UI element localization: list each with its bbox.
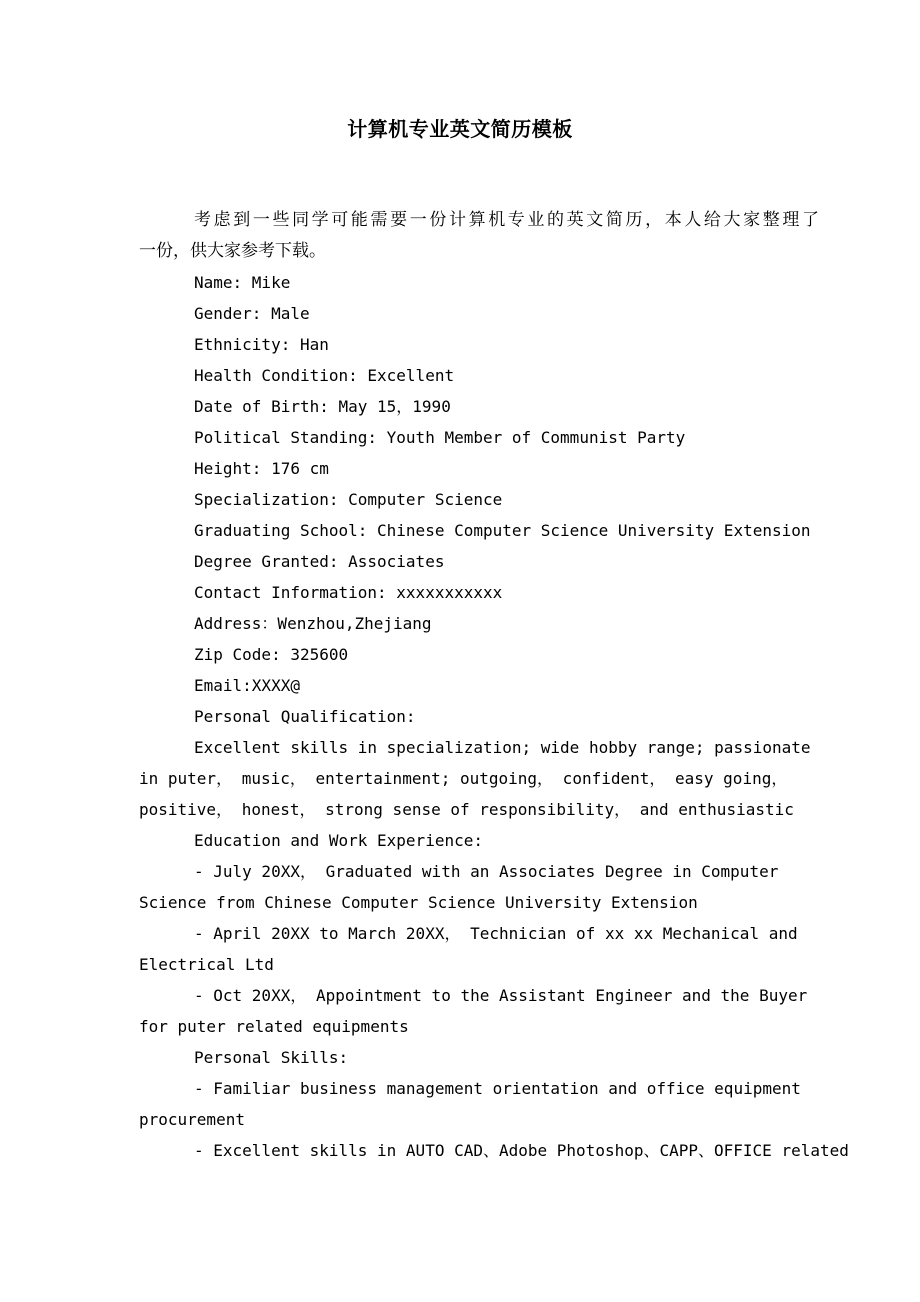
intro-line-2: 一份，供大家参考下载。 bbox=[139, 241, 326, 261]
experience-heading: Education and Work Experience: bbox=[194, 831, 483, 850]
document-body bbox=[139, 205, 849, 1166]
skills-item-1-line-1: - Familiar business management orientation and office equipment bbox=[194, 1079, 801, 1098]
field-contact: Contact Information: xxxxxxxxxxx bbox=[194, 583, 503, 602]
qualification-line-2: in puter， music， entertainment; outgoing， confident， easy going， bbox=[139, 769, 788, 788]
field-height: Height: 176 cm bbox=[194, 459, 329, 478]
field-email: Email:XXXX@ bbox=[194, 676, 300, 695]
field-zip: Zip Code: 325600 bbox=[194, 645, 349, 664]
skills-item-1-line-2: procurement bbox=[139, 1110, 245, 1129]
experience-item-1-line-1: - July 20XX， Graduated with an Associates Degree in Computer bbox=[194, 862, 779, 881]
field-dob: Date of Birth: May 15，1990 bbox=[194, 397, 451, 416]
field-address: Address：Wenzhou,Zhejiang bbox=[194, 614, 432, 633]
field-health: Health Condition: Excellent bbox=[194, 366, 455, 385]
experience-item-3-line-1: - Oct 20XX， Appointment to the Assistant Engineer and the Buyer bbox=[194, 986, 808, 1005]
field-ethnicity: Ethnicity: Han bbox=[194, 335, 329, 354]
experience-item-2-line-1: - April 20XX to March 20XX， Technician of xx xx Mechanical and bbox=[194, 924, 798, 943]
intro-line-1: 考虑到一些同学可能需要一份计算机专业的英文简历，本人给大家整理了 bbox=[194, 210, 819, 230]
field-specialization: Specialization: Computer Science bbox=[194, 490, 503, 509]
field-name: Name: Mike bbox=[194, 273, 291, 292]
field-political: Political Standing: Youth Member of Communist Party bbox=[194, 428, 686, 447]
qualification-line-1: Excellent skills in specialization; wide hobby range; passionate bbox=[194, 738, 811, 757]
experience-item-2-line-2: Electrical Ltd bbox=[139, 955, 274, 974]
field-gender: Gender: Male bbox=[194, 304, 310, 323]
skills-heading: Personal Skills: bbox=[194, 1048, 349, 1067]
qualification-line-3: positive， honest， strong sense of responsibility， and enthusiastic bbox=[139, 800, 794, 819]
field-degree: Degree Granted: Associates bbox=[194, 552, 445, 571]
qualification-heading: Personal Qualification: bbox=[194, 707, 416, 726]
experience-item-1-line-2: Science from Chinese Computer Science University Extension bbox=[139, 893, 698, 912]
document-title: 计算机专业英文简历模板 bbox=[347, 117, 573, 141]
experience-item-3-line-2: for puter related equipments bbox=[139, 1017, 409, 1036]
field-school: Graduating School: Chinese Computer Science University Extension bbox=[194, 521, 811, 540]
skills-item-2-line-1: - Excellent skills in AUTO CAD、Adobe Photoshop、CAPP、OFFICE related bbox=[194, 1141, 849, 1160]
